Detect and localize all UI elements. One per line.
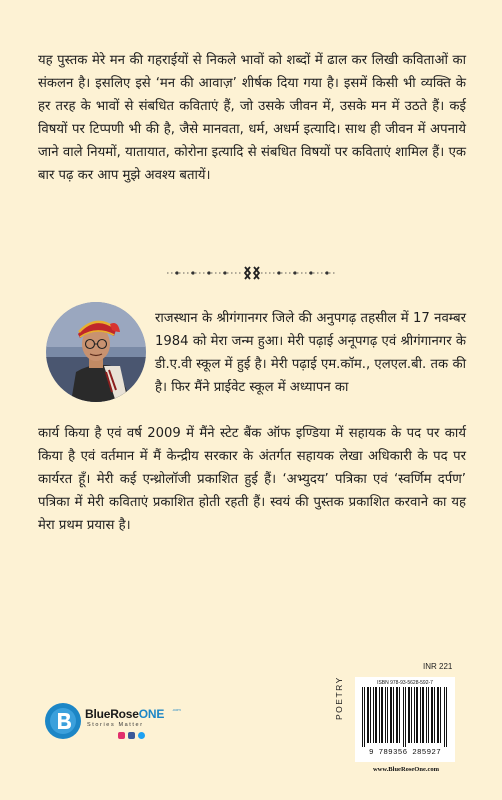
twitter-icon [138,732,145,739]
publisher-website: www.BlueRoseOne.com [372,766,440,773]
blue-rose-logo-icon [44,702,82,740]
book-blurb: यह पुस्तक मेरे मन की गहराईयों से निकले भावों को शब्दों में ढाल कर लिखी कविताओं का संकलन है। इसलिए इसे ‘मन की आवाज़’ शीर्षक दिया गया है। इसमें किसी भी व्यक्ति के हर तरह के भावों से संबधित कविताएं हैं, जो उसके जीवन में, उसके मन में उठते हैं। कई विषयों पर टिप्पणी भी की है, जैसे मानवता, धर्म, अधर्म इत्यादि। साथ ही जीवन में अपनाये जाने वाले नियमों, यातायात, कोरोना इत्यादि से संबधित विषयों पर कविताएं शामिल हैं। एक बार पढ़ कर आप मुझे अवश्य बतायें। [38,53,466,183]
isbn-label: ISBN 978-93-5628-592-7 [377,680,433,686]
publisher-tagline: Stories Matter [87,722,144,728]
author-bio-intro: राजस्थान के श्रीगंगानगर जिले की अनुपगढ़ तहसील में 17 नवम्बर 1984 को मेरा जन्म हुआ। मेरी पढ़ाई अनूपगढ़ एवं श्रीगंगानगर के डी.ए.वी स्कूल में हुई है। मेरी पढ़ाई एम.कॉम., एलएल.बी. तक की है। फिर मैंने प्राईवेट स्कूल में अध्यापन का [155,311,466,395]
price-label: INR 221 [423,662,453,671]
publisher-name-part2: ONE [138,707,165,721]
facebook-icon [128,732,135,739]
barcode-bars [360,687,450,747]
publisher-tld: .com [172,707,181,712]
author-photo [46,302,146,402]
genre-label: POETRY [334,676,344,720]
publisher-name [85,707,164,721]
publisher-name-part1: BlueRose [85,707,139,721]
author-bio-continued: कार्य किया है एवं वर्ष 2009 में मैंने स्टेट बैंक ऑफ इण्डिया में सहायक के पद पर कार्य किया है एवं वर्तमान में मैं केन्द्रीय सरकार के अंतर्गत सहायक लेखा अधिकारी के पद पर कार्यरत हूँ। मेरी कई एन्थ्रोलॉजी प्रकाशित हुई हैं। ‘अभ्युदय’ पत्रिका एवं ‘स्वर्णिम दर्पण’ पत्रिका में मेरी कविताएं प्रकाशित होती रहती हैं। स्वयं की पुस्तक प्रकाशित करवाने का यह मेरा प्रथम प्रयास है। [38,426,466,533]
instagram-icon [118,732,125,739]
ornament-divider [165,266,339,280]
isbn-barcode [355,677,455,762]
social-icons [118,732,145,740]
barcode-digits: 9 789356 285927 [368,749,441,757]
publisher-logo [44,701,194,747]
